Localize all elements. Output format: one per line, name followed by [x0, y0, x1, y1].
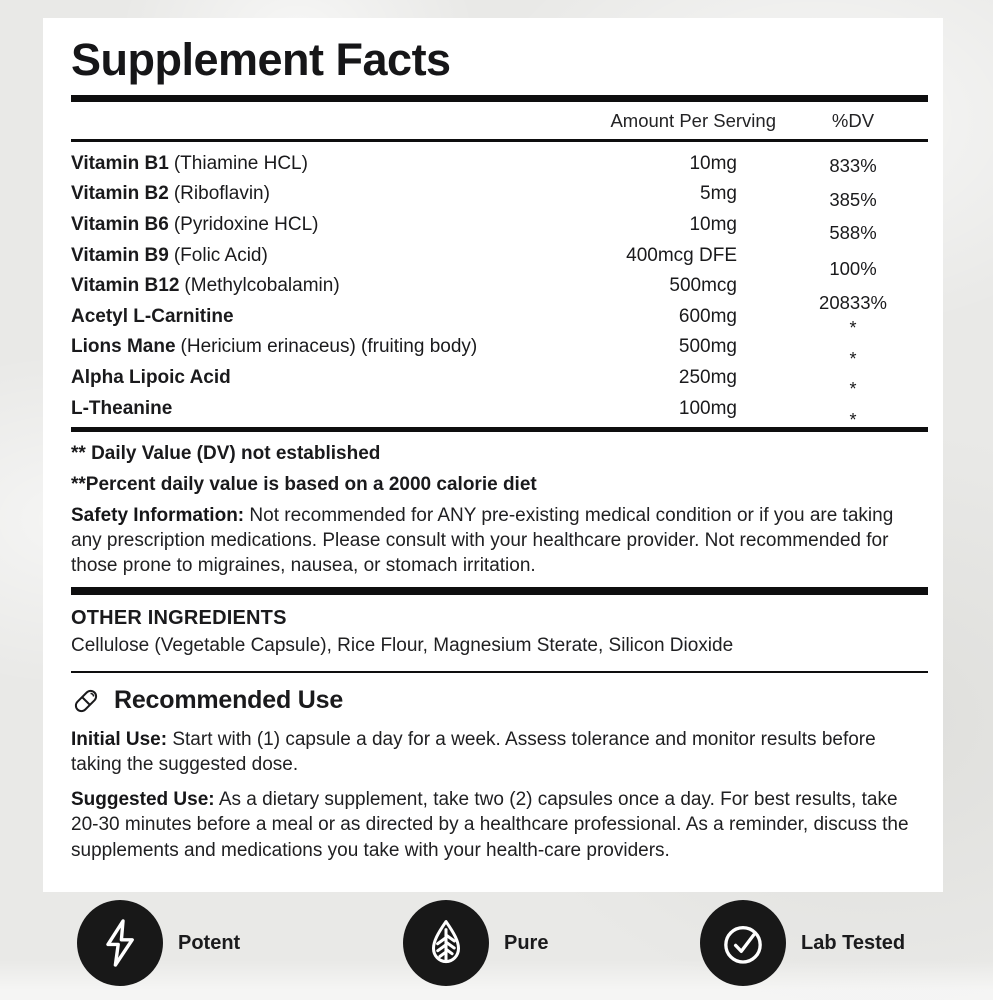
badges-row: [0, 900, 993, 986]
percent-daily-value-note: **Percent daily value is based on a 2000 calorie diet: [71, 473, 537, 495]
initial-use-text: Start with (1) capsule a day for a week. Assess tolerance and monitor results before taking the suggested dose.: [71, 728, 876, 776]
ingredient-amount: 250mg: [678, 366, 737, 388]
badge-label: Potent: [178, 931, 241, 954]
initial-use: [71, 727, 928, 778]
ingredient-detail: (Folic Acid): [173, 244, 268, 266]
other-ingredients-heading: OTHER INGREDIENTS: [71, 606, 287, 629]
suggested-use: [71, 787, 928, 864]
ingredient-name: Vitamin B6: [71, 213, 169, 235]
safety-information: [71, 503, 928, 578]
ingredient-detail: (Riboflavin): [173, 183, 270, 205]
ingredient-amount: 600mg: [678, 305, 737, 327]
ingredient-dv: 833%: [829, 154, 877, 176]
ingredient-name: Acetyl L-Carnitine: [71, 305, 234, 327]
badge-label: Lab Tested: [801, 931, 906, 954]
suggested-use-text: As a dietary supplement, take two (2) capsules once a day. For best results, take 20-30 minutes before a meal or as directed by a healthcare professional. As a reminder, discuss the supplements and medications you take with your health-care providers.: [71, 788, 909, 861]
divider-thick-top: [71, 95, 928, 102]
ingredient-name: Lions Mane: [71, 336, 176, 358]
badge-potent: [77, 900, 240, 986]
ingredient-amount: 100mg: [678, 397, 737, 419]
supplement-facts-card: [43, 18, 943, 892]
ingredient-name: Vitamin B2: [71, 183, 169, 205]
table-row: [71, 240, 928, 279]
ingredient-dv: 20833%: [819, 292, 887, 314]
dv-not-established-note: ** Daily Value (DV) not established: [71, 442, 381, 464]
safety-information-text: Not recommended for ANY pre-existing medical condition or if you are taking any prescription medications. Please consult with your healthcare provider. Not recommended for those prone to migraines, nausea, or stomach irritation.: [71, 504, 894, 576]
ingredient-amount: 500mg: [678, 336, 737, 358]
suggested-use-label: Suggested Use:: [71, 788, 215, 810]
lightning-icon: [97, 918, 143, 968]
ingredient-detail: (Thiamine HCL): [173, 152, 308, 174]
table-header: [71, 102, 928, 139]
ingredient-dv: *: [849, 348, 857, 369]
other-ingredients-section: [71, 595, 928, 658]
ingredient-dv: 100%: [829, 257, 877, 279]
ingredient-amount: 500mcg: [669, 275, 737, 297]
leaf-icon: [424, 918, 468, 968]
ingredient-dv: 588%: [829, 221, 877, 243]
ingredient-detail: (Hericium erinaceus) (fruiting body): [180, 336, 478, 358]
badge-lab-tested: [700, 900, 905, 986]
ingredient-dv: *: [849, 318, 857, 339]
table-row: [71, 179, 928, 210]
ingredient-detail: (Methylcobalamin): [184, 275, 340, 297]
initial-use-label: Initial Use:: [71, 728, 168, 750]
ingredient-dv: *: [849, 379, 857, 400]
badge-label: Pure: [504, 931, 549, 954]
capsule-icon: [71, 686, 101, 716]
ingredient-name: Vitamin B9: [71, 244, 169, 266]
ingredient-dv: *: [849, 410, 857, 431]
ingredient-detail: (Pyridoxine HCL): [173, 213, 319, 235]
check-circle-icon: [719, 919, 767, 967]
ingredient-amount: 10mg: [689, 213, 737, 235]
recommended-use-heading: Recommended Use: [114, 686, 344, 715]
safety-information-label: Safety Information:: [71, 504, 245, 526]
ingredient-table: [71, 142, 928, 431]
dv-header: %DV: [831, 109, 875, 131]
footnotes: [71, 432, 928, 578]
ingredient-amount: 400mcg DFE: [626, 244, 737, 266]
page-title: Supplement Facts: [71, 34, 451, 85]
ingredient-name: Vitamin B12: [71, 275, 180, 297]
badge-pure: [403, 900, 548, 986]
other-ingredients-text: Cellulose (Vegetable Capsule), Rice Flour, Magnesium Sterate, Silicon Dioxide: [71, 634, 734, 656]
ingredient-dv: 385%: [829, 189, 877, 211]
ingredient-name: Vitamin B1: [71, 152, 169, 174]
ingredient-name: L-Theanine: [71, 397, 173, 419]
divider-thick-bottom: [71, 587, 928, 595]
amount-per-serving-header: Amount Per Serving: [610, 109, 776, 131]
table-row: [71, 210, 928, 241]
ingredient-name: Alpha Lipoic Acid: [71, 366, 231, 388]
ingredient-amount: 10mg: [689, 152, 737, 174]
table-row: [71, 149, 928, 180]
ingredient-amount: 5mg: [700, 183, 737, 205]
recommended-use-section: [71, 673, 928, 864]
